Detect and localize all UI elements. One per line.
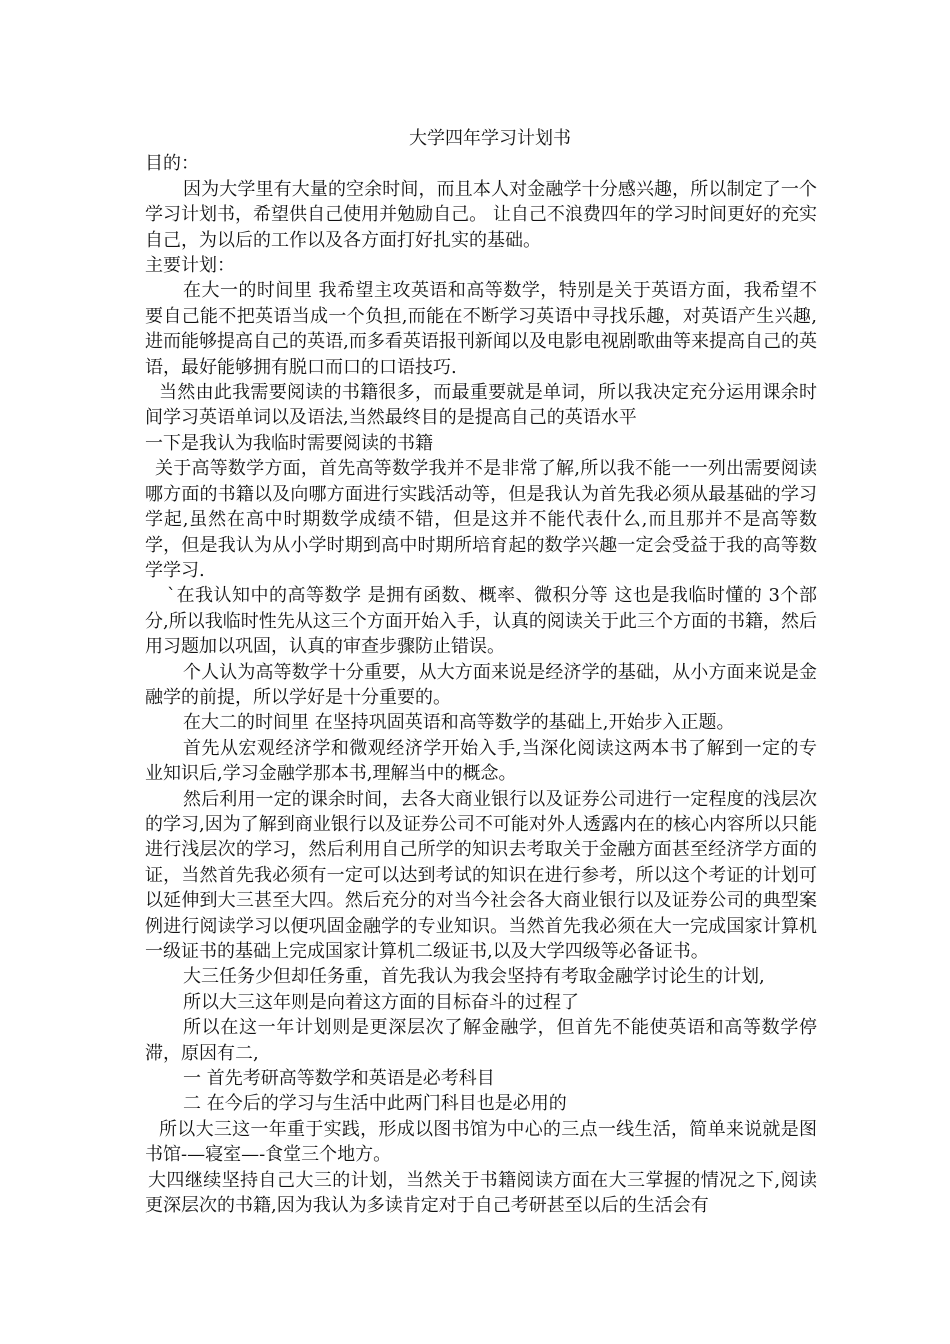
reason-list-item-2: 二 在今后的学习与生活中此两门科目也是必用的	[183, 1093, 567, 1115]
document-title: 大学四年学习计划书	[409, 128, 571, 149]
year3-paragraph-d: 所以大三这一年重于实践，形成以图书馆为中心的三点一线生活，简单来说就是图书馆-—寝室—-食堂三个地方。	[145, 1118, 817, 1166]
purpose-paragraph: 因为大学里有大量的空余时间，而且本人对金融学十分感兴趣，所以制定了一个学习计划书，希望供自己使用并勉励自己。 让自己不浪费四年的学习时间更好的充实自己，为以后的工作以及各方面打好扎实的基础。	[145, 178, 817, 251]
vocab-paragraph: 当然由此我需要阅读的书籍很多，而最重要就是单词，所以我决定充分运用课余时间学习英语单词以及语法,当然最终目的是提高自己的英语水平	[145, 382, 817, 429]
math-paragraph: 关于高等数学方面，首先高等数学我并不是非常了解,所以我不能一一列出需要阅读哪方面的书籍以及向哪方面进行实践活动等，但是我认为首先我必须从最基础的学习学起,虽然在高中时期数学成绩不错，但是这并不能代表什么,而且那并不是高等数学，但是我认为从小学时期到高中时期所培育起的数学兴趣一定会受益于我的高等数学学习.	[145, 458, 817, 581]
economics-paragraph: 首先从宏观经济学和微观经济学开始入手,当深化阅读这两本书了解到一定的专业知识后,学习金融学那本书,理解当中的概念。	[145, 737, 817, 785]
purpose-heading: 目的：	[145, 153, 199, 175]
year2-paragraph: 在大二的时间里 在坚持巩固英语和高等数学的基础上,开始步入正题。	[183, 712, 735, 734]
year1-paragraph: 在大一的时间里 我希望主攻英语和高等数学，特别是关于英语方面，我希望不要自己能不把英语当成一个负担,而能在不断学习英语中寻找乐趣，对英语产生兴趣,进而能够提高自己的英语,而多看英语报刊新闻以及电影电视剧歌曲等来提高自己的英语，最好能够拥有脱口而口的口语技巧.	[145, 280, 817, 378]
reason-list-item-1: 一 首先考研高等数学和英语是必考科目	[183, 1068, 495, 1090]
year3-paragraph-a: 大三任务少但却任务重，首先我认为我会坚持有考取金融学讨论生的计划,	[183, 966, 765, 988]
plan-heading: 主要计划：	[145, 255, 235, 277]
document-page	[145, 126, 817, 1218]
year3-paragraph-b: 所以大三这年则是向着这方面的目标奋斗的过程了	[183, 991, 579, 1013]
math-topics-paragraph: `在我认知中的高等数学 是拥有函数、概率、微积分等 这也是我临时懂的 3个部分,所以我临时性先从这三个方面开始入手，认真的阅读关于此三个方面的书籍，然后用习题加以巩固，认真的审查步骤防止错误。	[145, 585, 817, 658]
books-paragraph: 一下是我认为我临时需要阅读的书籍	[145, 432, 433, 454]
year4-paragraph: 大四继续坚持自己大三的计划，当然关于书籍阅读方面在大三掌握的情况之下,阅读更深层次的书籍,因为我认为多读肯定对于自己考研甚至以后的生活会有	[145, 1169, 817, 1217]
year3-paragraph-c: 所以在这一年计划则是更深层次了解金融学，但首先不能使英语和高等数学停滞，原因有二,	[145, 1017, 817, 1064]
bank-study-paragraph: 然后利用一定的课余时间，去各大商业银行以及证券公司进行一定程度的浅层次的学习,因为了解到商业银行以及证券公司不可能对外人透露内在的核心内容所以只能进行浅层次的学习，然后利用自己所学的知识去考取关于金融方面甚至经济学方面的证，当然首先我必须有一定可以达到考试的知识在进行参考，所以这个考证的计划可以延伸到大三甚至大四。然后充分的对当今社会各大商业银行以及证券公司的典型案例进行阅读学习以便巩固金融学的专业知识。当然首先我必须在大一完成国家计算机一级证书的基础上完成国家计算机二级证书,以及大学四级等必备证书。	[145, 788, 817, 962]
math-importance-paragraph: 个人认为高等数学十分重要，从大方面来说是经济学的基础，从小方面来说是金融学的前提，所以学好是十分重要的。	[145, 661, 817, 708]
